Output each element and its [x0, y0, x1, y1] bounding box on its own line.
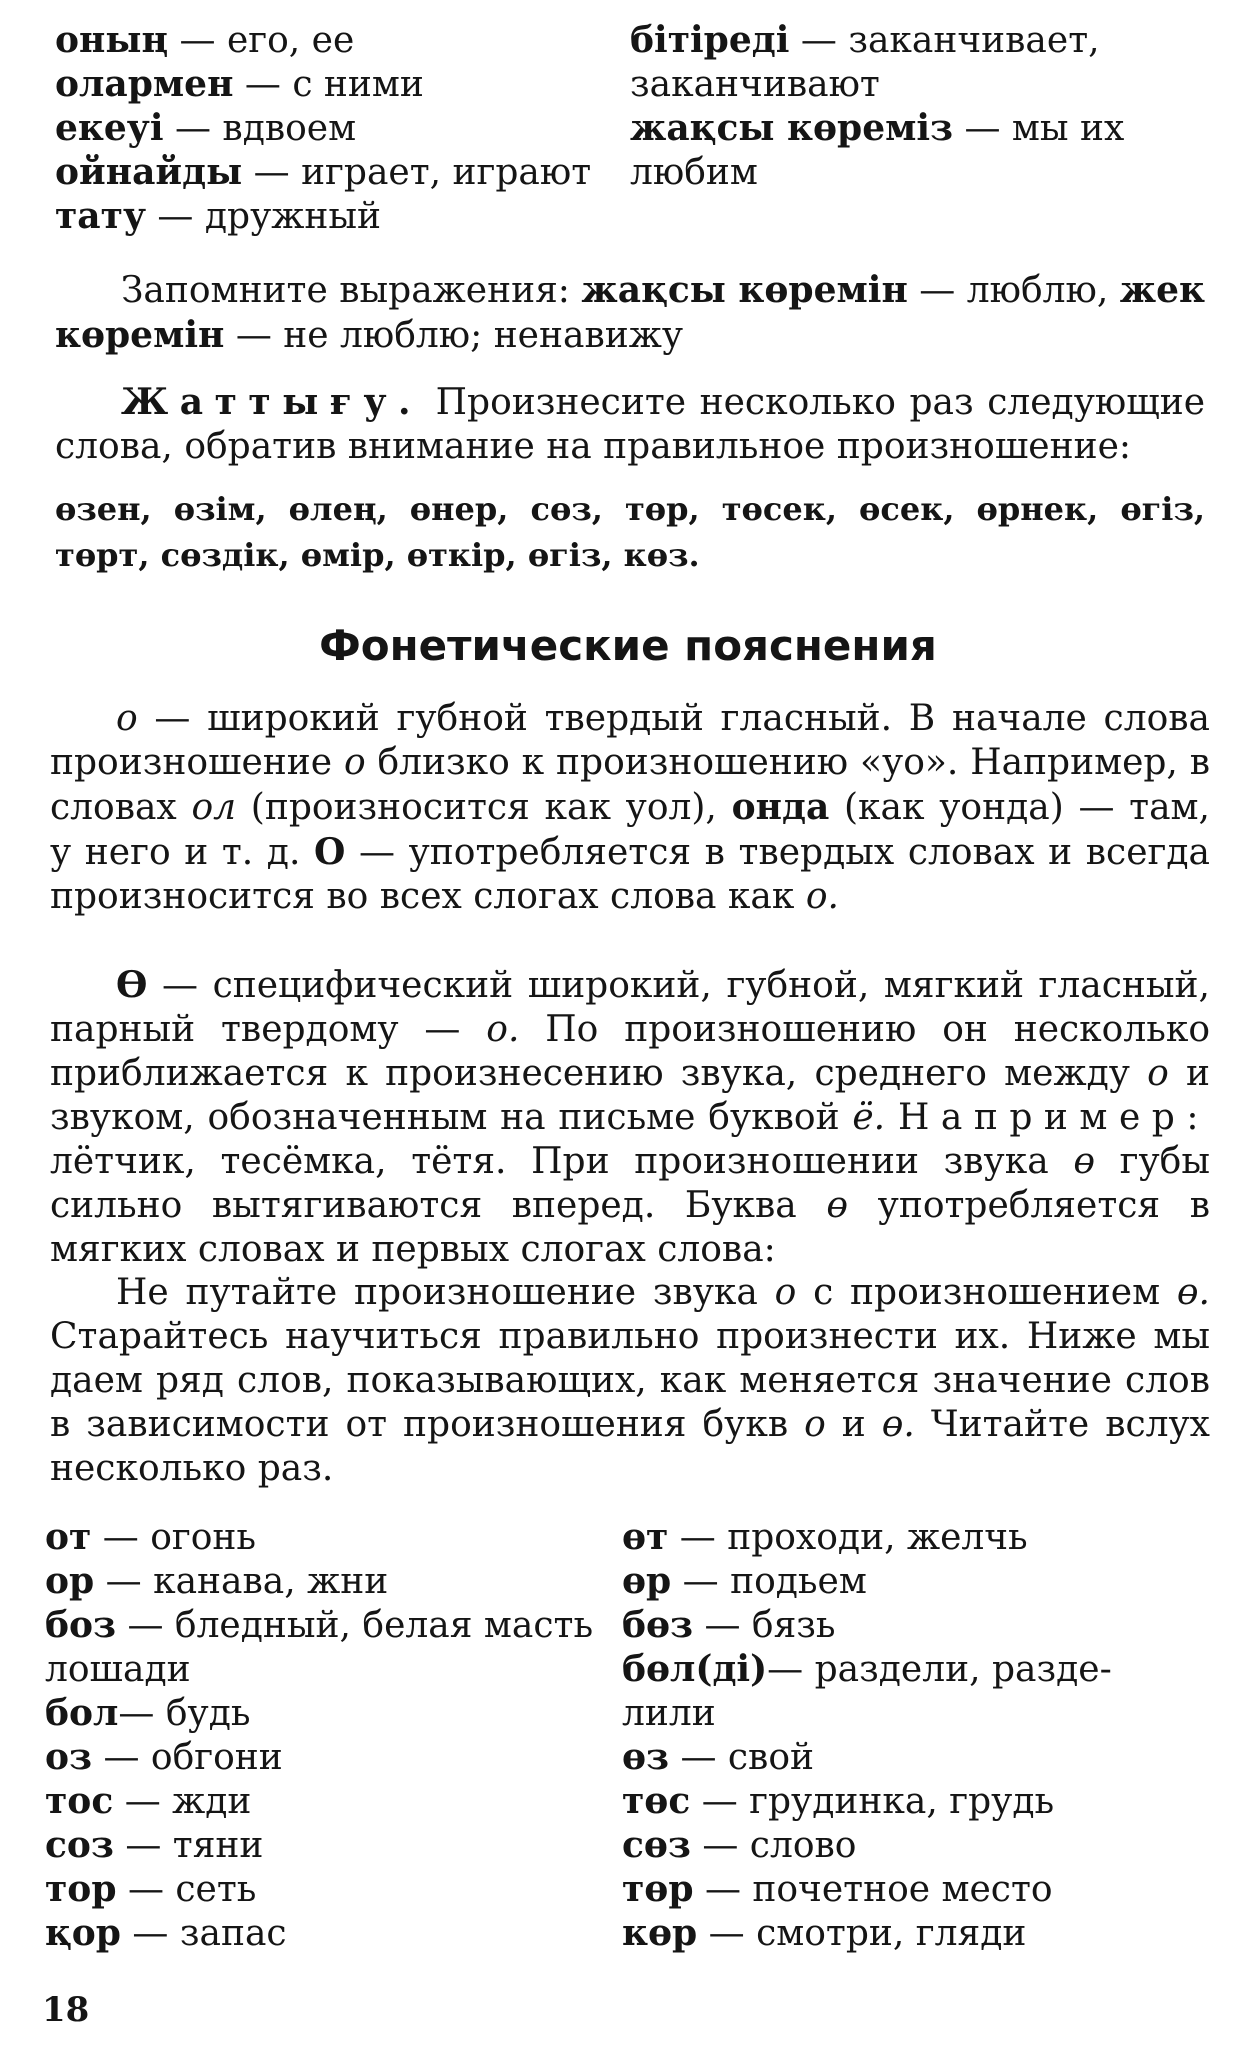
translation: мы их: [1011, 108, 1125, 149]
paragraph-vowel-o: о — широкий губной твердый гласный. В начале слова произношение о близко к произношению «уо». Например, в словах ол (произносится как уол), онда (как уонда) — там, у него и т. д. О — употребляется в твердых словах и всегда произносится во всех слогах слова как о.: [50, 698, 1210, 917]
translation: заканчивает,: [848, 20, 1100, 61]
vocab-entry: боз — бледный, белая масть: [45, 1604, 594, 1646]
kazakh-word: бол: [45, 1692, 119, 1734]
vocab-entry: өр — подьем: [622, 1560, 867, 1602]
vocab-entry: тор — сеть: [45, 1868, 257, 1910]
vocab-entry: сөз — слово: [622, 1824, 857, 1866]
vocab-entry: жақсы көреміз — мы их: [630, 107, 1125, 149]
translation: вдвоем: [222, 108, 357, 149]
translation: бязь: [751, 1605, 836, 1646]
vocab-entry: бол— будь: [45, 1692, 251, 1734]
translation: тяни: [172, 1825, 264, 1866]
vocab-entry: олармен — с ними: [55, 63, 424, 105]
kazakh-word: тос: [45, 1780, 114, 1822]
kazakh-word: өр: [622, 1560, 672, 1602]
kazakh-word: төс: [622, 1780, 691, 1822]
expression-hate: жек көремін: [55, 269, 1206, 356]
vocab-entry-continuation: [630, 150, 1124, 194]
vocab-entry: тату — дружный: [55, 195, 382, 237]
vocab-bottom-left-column: [45, 1515, 593, 1955]
vocab-entry: төс — грудинка, грудь: [622, 1780, 1055, 1822]
section-title: Фонетические пояснения: [319, 621, 937, 670]
translation: канава, жни: [153, 1561, 389, 1602]
translation: дружный: [204, 196, 382, 237]
kazakh-word: көр: [622, 1912, 698, 1954]
kazakh-word: екеуі: [55, 107, 164, 149]
kazakh-word: от: [45, 1516, 92, 1558]
remember-paragraph: Запомните выражения: жақсы көремін — люблю, жек көремін — не люблю; ненавижу: [55, 269, 1206, 356]
vocab-entry: оз — обгони: [45, 1736, 283, 1778]
translation: проходи, желчь: [727, 1517, 1028, 1558]
translation: жди: [172, 1781, 252, 1822]
vocab-entry: төр — почетное место: [622, 1868, 1053, 1910]
kazakh-word: олармен: [55, 63, 234, 105]
kazakh-word: бітіреді: [630, 19, 790, 61]
translation: смотри, гляди: [756, 1913, 1027, 1954]
vocab-entry-continuation: [45, 1647, 593, 1691]
vocab-entry: оның — его, ее: [55, 19, 355, 61]
exercise-label: Жаттығу.: [121, 381, 423, 423]
kazakh-word: сөз: [622, 1824, 691, 1866]
page-number: 18: [42, 1990, 90, 2030]
translation: слово: [749, 1825, 857, 1866]
vocab-entry: қор — запас: [45, 1912, 287, 1954]
translation: его, ее: [226, 20, 355, 61]
kazakh-word: соз: [45, 1824, 114, 1866]
vocab-entry: ойнайды — играет, играют: [55, 151, 592, 193]
vocab-entry: бітіреді — заканчивает,: [630, 19, 1100, 61]
kazakh-word: төр: [622, 1868, 694, 1910]
kazakh-word: тату: [55, 195, 146, 237]
kazakh-word: тор: [45, 1868, 117, 1910]
translation: свой: [727, 1737, 814, 1778]
translation: раздели, разде-: [814, 1649, 1112, 1690]
vocab-entry: екеуі — вдвоем: [55, 107, 357, 149]
vocab-entry: соз — тяни: [45, 1824, 264, 1866]
kazakh-word: боз: [45, 1604, 116, 1646]
vocab-entry: от — огонь: [45, 1516, 257, 1558]
kazakh-word: бөз: [622, 1604, 693, 1646]
kazakh-word: өз: [622, 1736, 669, 1778]
translation: почетное место: [752, 1869, 1053, 1910]
translation: бледный, белая масть: [174, 1605, 594, 1646]
vocab-top-left-column: [55, 18, 591, 238]
kazakh-word: жақсы көреміз: [630, 107, 954, 149]
translation: обгони: [150, 1737, 283, 1778]
translation: запас: [179, 1913, 287, 1954]
kazakh-word: ор: [45, 1560, 95, 1602]
kazakh-word: оның: [55, 19, 169, 61]
translation: подьем: [730, 1561, 867, 1602]
vocab-entry: бөл(ді)— раздели, разде-: [622, 1648, 1112, 1690]
kazakh-word: қор: [45, 1912, 121, 1954]
translation: лили: [622, 1693, 716, 1734]
translation: заканчивают: [630, 64, 880, 105]
translation: с ними: [292, 64, 424, 105]
vocab-bottom-right-column: [622, 1515, 1112, 1955]
paragraph-do-not-confuse: Не путайте произношение звука о с произношением ө. Старайтесь научиться правильно произнести их. Ниже мы даем ряд слов, показывающих, как меняется значение слов в зависимости от произношения букв о и ө. Читайте вслух несколько раз.: [50, 1272, 1210, 1489]
kazakh-word: бөл(ді): [622, 1648, 768, 1690]
vocab-entry-continuation: [630, 62, 1124, 106]
expression-love: жақсы көремін: [581, 269, 908, 311]
paragraph-vowel-oe: Ө — специфический широкий, губной, мягкий гласный, парный твердому — о. По произношению он несколько приближается к произнесению звука, среднего между о и звуком, обозначенным на письме буквой ё. Например: лётчик, тесёмка, тётя. При произношении звука ө губы сильно вытягиваются вперед. Буква ө употребляется в мягких словах и первых слогах слова:: [50, 964, 1211, 1270]
translation: огонь: [150, 1517, 257, 1558]
kazakh-word: оз: [45, 1736, 92, 1778]
translation: играет, играют: [301, 152, 592, 193]
vocab-entry: өз — свой: [622, 1736, 814, 1778]
vocab-entry: ор — канава, жни: [45, 1560, 389, 1602]
kazakh-word: ойнайды: [55, 151, 243, 193]
translation: любим: [630, 152, 758, 193]
translation: сеть: [175, 1869, 257, 1910]
vocab-top-right-column: [630, 18, 1124, 194]
translation: грудинка, грудь: [749, 1781, 1055, 1822]
translation: будь: [165, 1693, 251, 1734]
vocab-entry: тос — жди: [45, 1780, 252, 1822]
kazakh-word: өт: [622, 1516, 669, 1558]
vocab-entry-continuation: [622, 1691, 1112, 1735]
vocab-entry: бөз — бязь: [622, 1604, 836, 1646]
vocab-entry: көр — смотри, гляди: [622, 1912, 1027, 1954]
vocab-entry: өт — проходи, желчь: [622, 1516, 1028, 1558]
exercise-word-list: өзен, өзім, өлең, өнер, сөз, төр, төсек, өсек, өрнек, өгіз, төрт, сөздік, өмір, өткір, өгіз, көз.: [55, 490, 1205, 574]
exercise-paragraph: Жаттығу. Произнесите несколько раз следующие слова, обратив внимание на правильное произношение:: [55, 381, 1205, 467]
translation: лошади: [45, 1649, 191, 1690]
